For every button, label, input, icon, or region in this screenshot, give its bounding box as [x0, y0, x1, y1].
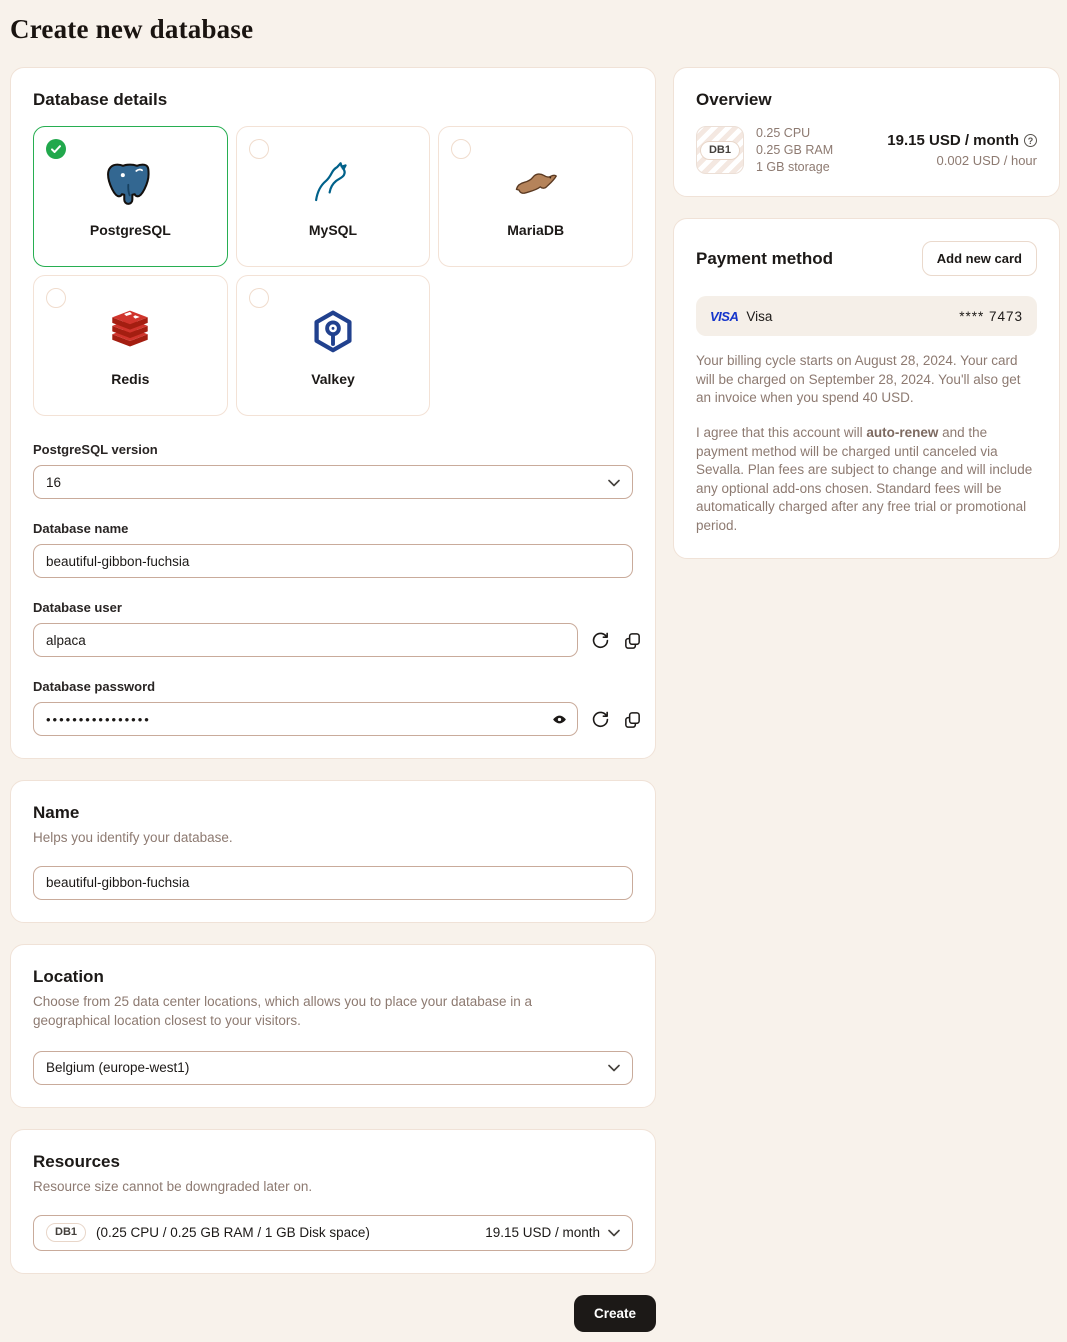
radio-icon: [451, 139, 471, 159]
create-button[interactable]: Create: [574, 1295, 656, 1332]
version-value: 16: [46, 474, 62, 490]
visa-logo-icon: VISA: [710, 308, 739, 324]
overview-card: [673, 67, 1060, 197]
database-name-label: Database name: [33, 521, 129, 536]
auto-renew-bold: auto-renew: [866, 424, 939, 440]
plan-price: 19.15 USD / month: [485, 1225, 600, 1241]
radio-icon: [46, 288, 66, 308]
billing-cycle-note: Your billing cycle starts on August 28, 2024. Your card will be charged on September 28, 2024. You'll also get an invoice when you spend 40 USD.: [696, 353, 1021, 406]
engine-label: Redis: [111, 370, 150, 387]
engine-label: MariaDB: [507, 221, 565, 238]
database-password-label: Database password: [33, 679, 156, 694]
payment-method-card: [673, 218, 1060, 559]
copy-user-button[interactable]: [622, 630, 642, 650]
mariadb-icon: [509, 156, 563, 212]
postgresql-icon: [103, 156, 157, 212]
engine-option-mysql[interactable]: [236, 126, 431, 267]
payment-heading: Payment method: [696, 248, 833, 268]
database-details-heading: Database details: [33, 90, 168, 109]
chevron-down-icon: [608, 1060, 620, 1075]
overview-ram: 0.25 GB RAM: [756, 143, 834, 157]
location-description: Choose from 25 data center locations, which allows you to place your database in a geographical location closest to your visitors.: [33, 993, 533, 1028]
chevron-down-icon: [608, 475, 620, 490]
terms-note: I agree that this account will auto-renew and the payment method will be charged until canceled via Sevalla. Plan fees are subject to change and will include any optional add-ons chosen. Standard fees will be automatically charged after any free trial or promotional period.: [696, 424, 1033, 533]
resource-size-select[interactable]: [33, 1215, 633, 1251]
resources-description: Resource size cannot be downgraded later on.: [33, 1178, 313, 1194]
database-user-input[interactable]: alpaca: [33, 623, 578, 657]
location-value: Belgium (europe-west1): [46, 1060, 190, 1076]
engine-option-valkey[interactable]: [236, 275, 431, 416]
check-circle-icon: [46, 139, 66, 159]
database-password-input[interactable]: ••••••••••••••••: [33, 702, 578, 736]
plan-specs: (0.25 CPU / 0.25 GB RAM / 1 GB Disk space): [96, 1225, 370, 1241]
location-heading: Location: [33, 966, 104, 986]
resources-heading: Resources: [33, 1151, 120, 1171]
card-brand: Visa: [746, 308, 773, 324]
radio-icon: [249, 139, 269, 159]
overview-cpu: 0.25 CPU: [756, 126, 811, 140]
version-label: PostgreSQL version: [33, 442, 158, 457]
card-number-masked: **** 7473: [959, 308, 1023, 324]
database-name-input[interactable]: beautiful-gibbon-fuchsia: [33, 544, 633, 578]
page-title: Create new database: [10, 14, 254, 44]
name-heading: Name: [33, 803, 80, 822]
overview-storage: 1 GB storage: [756, 160, 830, 174]
saved-card-row: [696, 296, 1037, 336]
show-password-icon[interactable]: [550, 710, 568, 728]
version-select[interactable]: [33, 465, 633, 499]
radio-icon: [249, 288, 269, 308]
database-details-card: [10, 67, 656, 759]
regenerate-password-button[interactable]: [590, 709, 610, 729]
plan-tile: [696, 126, 744, 174]
copy-password-button[interactable]: [622, 709, 642, 729]
chevron-down-icon: [608, 1225, 620, 1240]
name-description: Helps you identify your database.: [33, 830, 233, 845]
plan-badge: DB1: [46, 1223, 86, 1242]
display-name-input[interactable]: beautiful-gibbon-fuchsia: [33, 866, 633, 900]
engine-grid: [33, 126, 633, 416]
location-card: [10, 944, 656, 1108]
engine-label: Valkey: [311, 370, 355, 387]
engine-option-redis[interactable]: [33, 275, 228, 416]
info-icon[interactable]: ?: [1024, 134, 1037, 147]
plan-badge: DB1: [700, 141, 740, 160]
valkey-icon: [308, 305, 358, 361]
overview-heading: Overview: [696, 90, 772, 109]
regenerate-user-button[interactable]: [590, 630, 610, 650]
mysql-icon: [306, 156, 360, 212]
price-per-hour: 0.002 USD / hour: [936, 153, 1037, 168]
name-card: [10, 780, 656, 923]
database-user-label: Database user: [33, 600, 122, 615]
engine-option-postgresql[interactable]: [33, 126, 228, 267]
engine-label: PostgreSQL: [89, 221, 171, 238]
engine-label: MySQL: [308, 221, 358, 238]
add-new-card-button[interactable]: Add new card: [922, 241, 1037, 276]
redis-icon: [103, 305, 157, 361]
resources-card: [10, 1129, 656, 1274]
engine-option-mariadb[interactable]: [438, 126, 633, 267]
location-select[interactable]: [33, 1051, 633, 1085]
price-per-month: 19.15 USD / month: [887, 132, 1019, 149]
